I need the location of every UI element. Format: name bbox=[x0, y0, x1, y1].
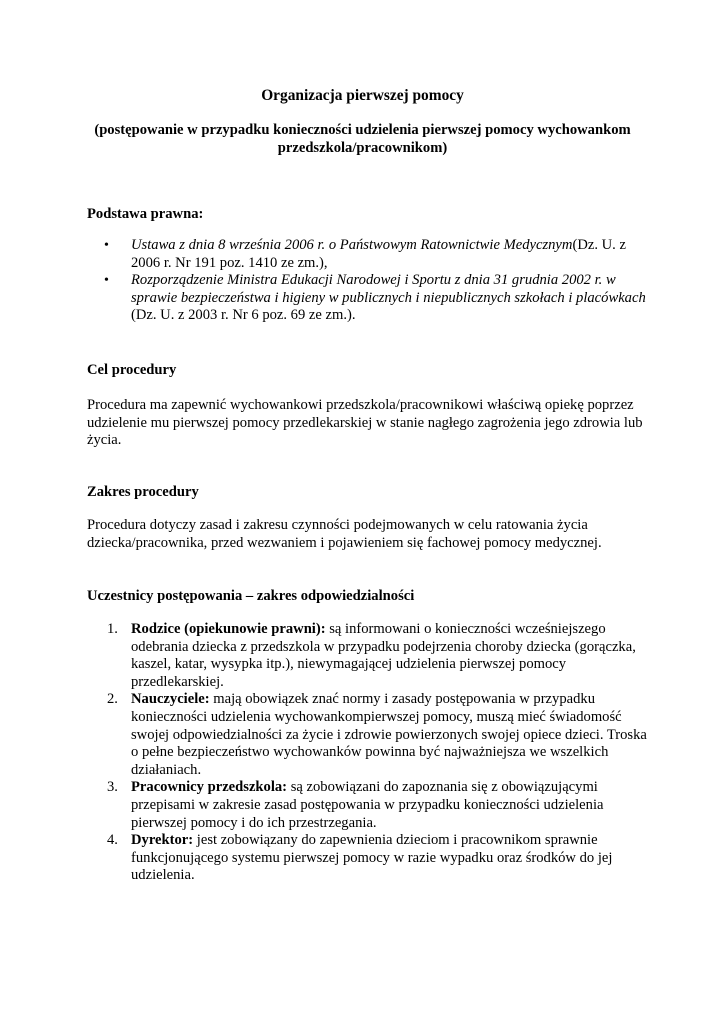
participant-label: Pracownicy przedszkola: bbox=[131, 779, 288, 796]
page-title: Organizacja pierwszej pomocy bbox=[261, 87, 464, 104]
scope-heading: Zakres procedury bbox=[87, 484, 199, 500]
participant-text: są informowani o konieczności wcześniejszego odebrania dziecka z przedszkola w przypadku podejrzenia choroby dziecka (gorączka, kaszel, katar, wysypka itp.), niewymagającej udzielenia pierwszej pomocy przedlekarskiej. bbox=[131, 621, 636, 690]
bullet-icon: • bbox=[104, 273, 109, 289]
list-item bbox=[87, 272, 647, 325]
legal-act-title: Rozporządzenie Ministra Edukacji Narodowej i Sportu z dnia 31 grudnia 2002 r. w sprawie bezpieczeństwa i higieny w publicznych i niepublicznych szkołach i placówkach bbox=[131, 272, 646, 306]
page-subtitle: (postępowanie w przypadku konieczności udzielenia pierwszej pomocy wychowankom przedszkola/pracownikom) bbox=[94, 122, 631, 156]
legal-act-citation: (Dz. U. z 2003 r. Nr 6 poz. 69 ze zm.). bbox=[131, 307, 356, 324]
participants-heading: Uczestnicy postępowania – zakres odpowiedzialności bbox=[87, 588, 415, 604]
legal-basis-heading: Podstawa prawna: bbox=[87, 206, 204, 222]
legal-act-citation: (Dz. U. z 2006 r. Nr 191 poz. 1410 ze zm.), bbox=[131, 237, 626, 271]
list-number: 2. bbox=[107, 691, 118, 708]
list-item bbox=[87, 691, 657, 779]
list-number: 4. bbox=[107, 832, 118, 849]
participant-label: Rodzice (opiekunowie prawni): bbox=[131, 621, 326, 637]
participant-text: są zobowiązani do zapoznania się z obowiązującymi przepisami w zakresie zasad postępowania w przypadku konieczności udzielenia pierwszej pomocy i do ich przestrzegania. bbox=[131, 779, 604, 831]
scope-text: Procedura dotyczy zasad i zakresu czynności podejmowanych w celu ratowania życia dziecka/pracownika, przed wezwaniem i pojawieniem się fachowej pomocy medycznej. bbox=[87, 517, 602, 551]
participant-label: Dyrektor: bbox=[131, 832, 194, 849]
goal-text: Procedura ma zapewnić wychowankowi przedszkola/pracownikowi właściwą opiekę poprzez udzielenie mu pierwszej pomocy przedlekarskiej w stanie nagłego zagrożenia jego zdrowia lub życia. bbox=[87, 397, 643, 449]
participants-list bbox=[87, 621, 657, 885]
participant-label: Nauczyciele: bbox=[131, 691, 210, 708]
legal-act-title: Ustawa z dnia 8 września 2006 r. o Państwowym Ratownictwie Medycznym bbox=[131, 237, 573, 253]
legal-basis-list bbox=[87, 237, 647, 325]
bullet-icon: • bbox=[104, 238, 109, 253]
participant-text: mają obowiązek znać normy i zasady postępowania w przypadku konieczności udzielenia wychowankompierwszej pomocy, muszą mieć świadomość swojej odpowiedzialności za życie i zdrowie powierzonych swojej opiece dzieci. Troska o pełne bezpieczeństwo wychowanków powinna być najważniejsza we wszelkich działaniach. bbox=[131, 691, 647, 778]
goal-heading: Cel procedury bbox=[87, 362, 177, 378]
participant-text: jest zobowiązany do zapewnienia dzieciom i pracownikom sprawnie funkcjonującego systemu pierwszej pomocy w razie wypadku oraz środków do jej udzielenia. bbox=[131, 832, 613, 884]
list-item bbox=[87, 237, 647, 272]
list-number: 3. bbox=[107, 779, 118, 796]
list-item bbox=[87, 621, 657, 691]
list-item bbox=[87, 832, 657, 885]
list-item bbox=[87, 779, 657, 832]
list-number: 1. bbox=[107, 621, 118, 637]
